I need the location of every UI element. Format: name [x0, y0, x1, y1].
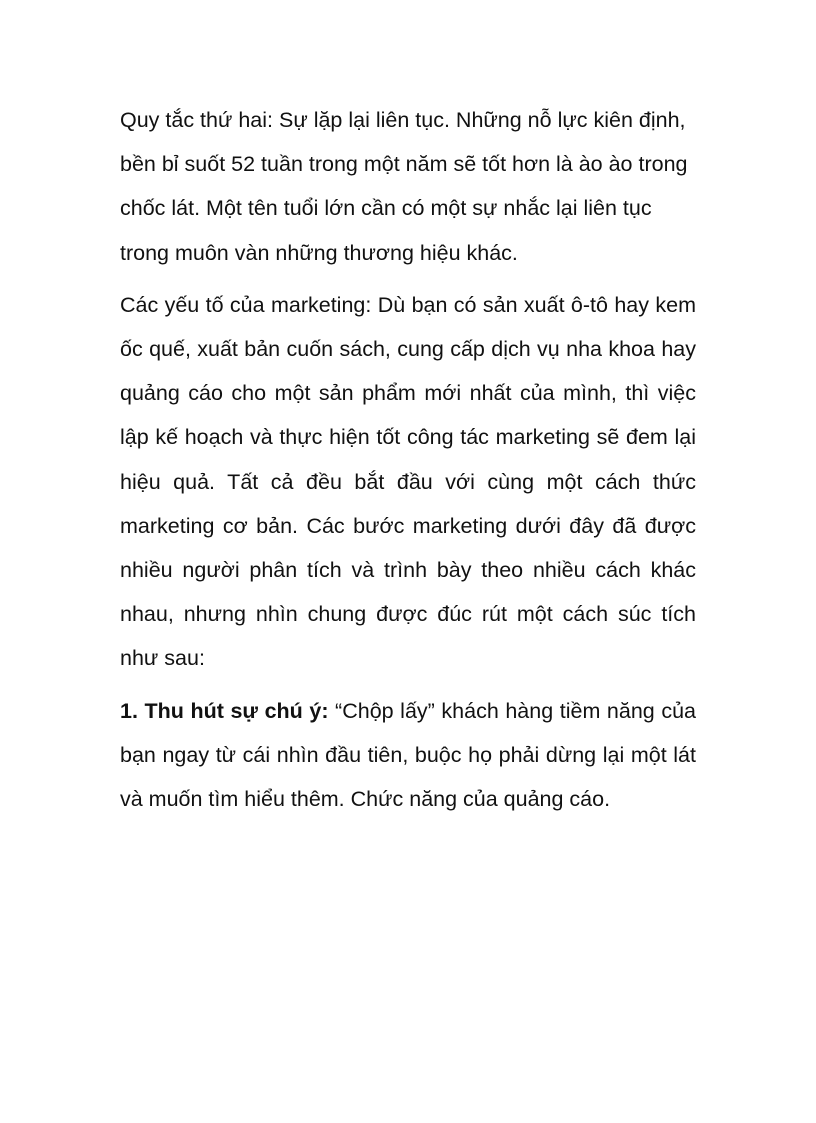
paragraph-text: “Chộp lấy” khách hàng tiềm năng của bạn ngay từ cái nhìn đầu tiên, buộc họ phải dừng lại một lát và muốn tìm hiểu thêm. Chức năng của quảng cáo.	[120, 698, 696, 812]
step-heading: 1. Thu hút sự chú ý:	[120, 698, 329, 723]
paragraph-text: Các yếu tố của marketing: Dù bạn có sản xuất ô-tô hay kem ốc quế, xuất bản cuốn sách, cung cấp dịch vụ nha khoa hay quảng cáo cho một sản phẩm mới nhất của mình, thì việc lập kế hoạch và thực hiện tốt công tác marketing sẽ đem lại hiệu quả. Tất cả đều bắt đầu với cùng một cách thức marketing cơ bản. Các bước marketing dưới đây đã được nhiều người phân tích và trình bày theo nhiều cách khác nhau, nhưng nhìn chung được đúc rút một cách súc tích như sau:	[120, 292, 696, 671]
paragraph-rule-two	[120, 98, 696, 275]
document-body	[120, 98, 696, 829]
paragraph-marketing-elements	[120, 283, 696, 681]
paragraph-step-one	[120, 689, 696, 822]
paragraph-text: Quy tắc thứ hai: Sự lặp lại liên tục. Những nỗ lực kiên định, bền bỉ suốt 52 tuần trong một năm sẽ tốt hơn là ào ào trong chốc lát. Một tên tuổi lớn cần có một sự nhắc lại liên tục trong muôn vàn những thương hiệu khác.	[120, 108, 688, 265]
